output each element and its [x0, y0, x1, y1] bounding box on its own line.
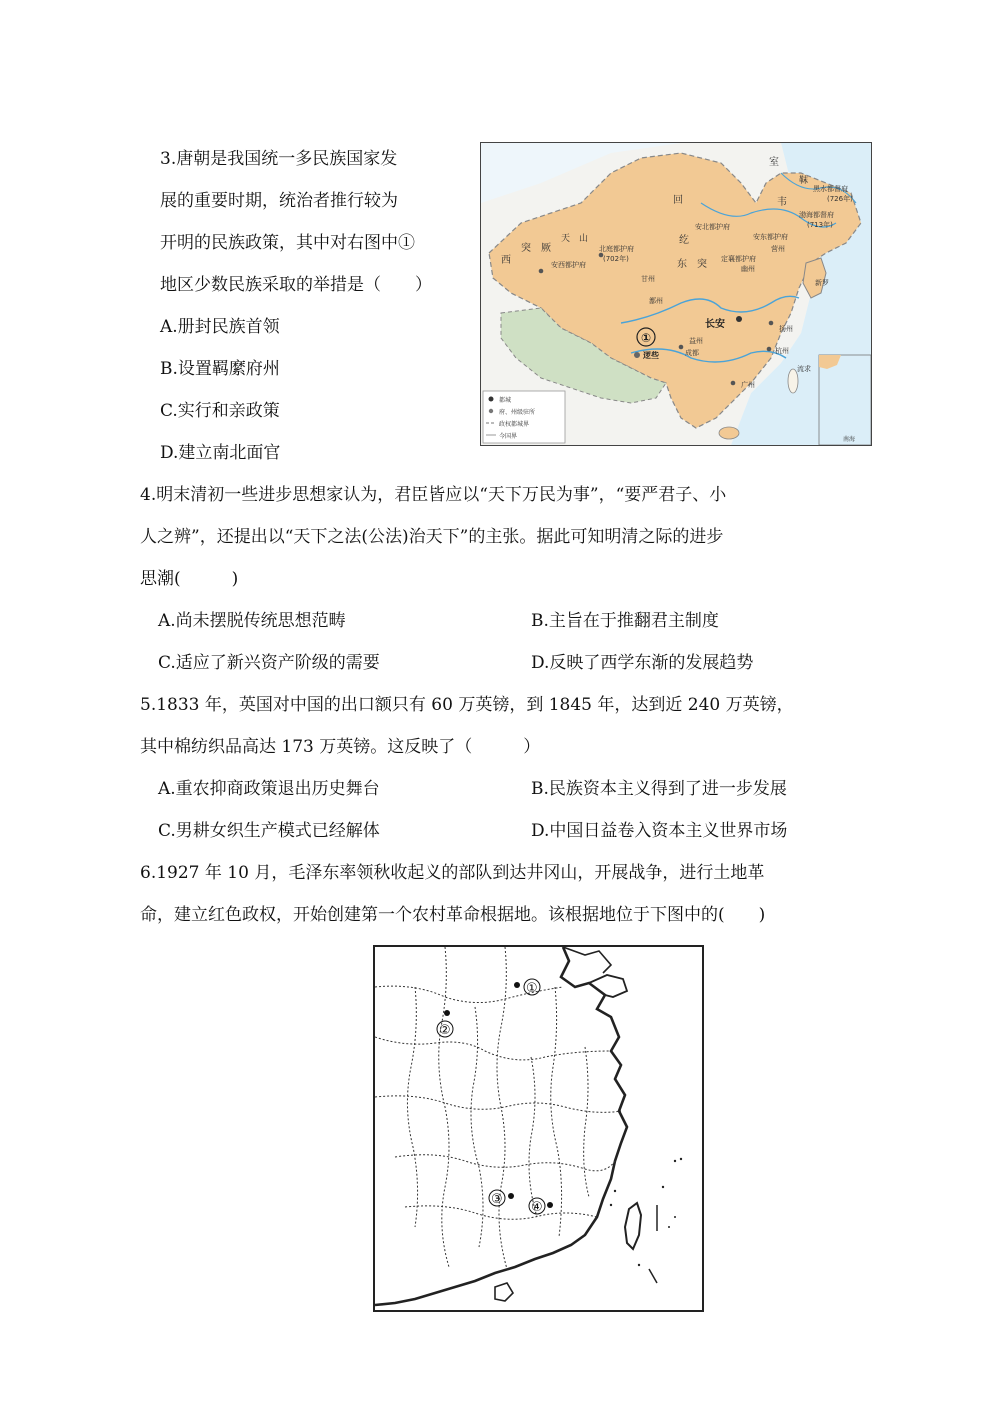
q4-line-2: 人之辨”，还提出以“天下之法(公法)治天下”的主张。据此可知明清之际的进步 — [140, 527, 724, 547]
q3-line-2: 展的重要时期，统治者推行较为 — [160, 191, 398, 211]
legend-capital: 都城 — [499, 397, 512, 404]
label-beiting: 北庭都护府 — [599, 245, 634, 253]
label-heishui-year: (726年) — [827, 195, 853, 203]
q4-option-c: C.适应了新兴资产阶级的需要 — [158, 653, 380, 673]
q3-line-1: 3.唐朝是我国统一多民族国家发 — [160, 149, 398, 169]
label-xinluo: 新罗 — [815, 279, 829, 287]
label-luoxie: 逻些 — [643, 351, 659, 360]
marker-1-label: ① — [526, 981, 538, 996]
label-changan: 长安 — [705, 319, 725, 330]
q4-line-3: 思潮( ) — [140, 569, 239, 589]
label-ganzhou: 甘州 — [641, 275, 655, 283]
q3-option-d: D.建立南北面官 — [160, 443, 281, 463]
china-outline-map — [373, 945, 704, 1312]
legend-national-border: 今国界 — [499, 433, 518, 440]
q5-option-b: B.民族资本主义得到了进一步发展 — [531, 779, 787, 799]
label-beiting-year: (702年) — [603, 255, 629, 263]
q3-line-3: 开明的民族政策，其中对右图中① — [160, 233, 415, 253]
label-shanzhou: 鄯州 — [649, 297, 663, 305]
q4-option-b: B.主旨在于推翻君主制度 — [531, 611, 719, 631]
legend-prefecture: 府、州级驻所 — [499, 409, 536, 416]
q3-option-c: C.实行和亲政策 — [160, 401, 280, 421]
marker-3-dot — [508, 1193, 514, 1199]
marker-4-label: ④ — [531, 1200, 543, 1215]
label-hui: 回 — [673, 195, 683, 206]
label-heishui: 黑水都督府 — [813, 185, 848, 193]
label-circle-1: ① — [641, 331, 652, 345]
q6-line-2: 命，建立红色政权，开始创建第一个农村革命根据地。该根据地位于下图中的( ) — [140, 905, 766, 925]
q5-line-2: 其中棉纺织品高达 173 万英镑。这反映了（ ） — [140, 737, 541, 757]
label-mohe: 靺 — [799, 176, 809, 186]
q3-option-b: B.设置羁縻府州 — [160, 359, 280, 379]
label-he: 纥 — [679, 235, 689, 246]
label-anxi: 安西都护府 — [551, 261, 586, 269]
q3-line-4: 地区少数民族采取的举措是（ ） — [160, 275, 432, 295]
label-tianshan: 天 山 — [561, 234, 589, 244]
luoxie-dot — [634, 352, 640, 358]
label-dingxiang: 定襄都护府 — [721, 255, 756, 263]
q6-line-1: 6.1927 年 10 月，毛泽东率领秋收起义的部队到达井冈山，开展战争，进行土地革 — [140, 863, 765, 883]
label-youzhou: 幽州 — [741, 265, 755, 273]
label-chengdu: 成都 — [685, 349, 699, 357]
label-bohai-year: (713年) — [807, 221, 833, 229]
label-nanhai: 南海 — [843, 436, 856, 443]
label-xi: 西 — [501, 255, 511, 266]
q5-line-1: 5.1833 年，英国对中国的出口额只有 60 万英镑，到 1845 年，达到近 240 万英镑， — [140, 695, 794, 715]
label-anbei: 安北都护府 — [695, 223, 730, 231]
label-yangzhou: 扬州 — [779, 325, 793, 333]
q5-option-a: A.重农抑商政策退出历史舞台 — [158, 779, 380, 799]
label-guangzhou: 广州 — [741, 381, 755, 389]
label-hangzhou: 杭州 — [775, 347, 789, 355]
label-liuqiu: 流求 — [797, 365, 811, 373]
label-bohai: 渤海都督府 — [799, 211, 834, 219]
q4-line-1: 4.明末清初一些进步思想家认为，君臣皆应以“天下万民为事”，“要严君子、小 — [140, 485, 727, 505]
q3-option-a: A.册封民族首领 — [160, 317, 280, 337]
marker-1-dot — [514, 982, 520, 988]
label-yizhou: 益州 — [689, 337, 703, 345]
marker-4-dot — [547, 1202, 553, 1208]
label-tujue: 突 厥 — [521, 243, 551, 254]
legend-boundary: 政权都城界 — [499, 421, 530, 428]
label-dongtujue: 东 突 — [677, 259, 707, 270]
label-andong: 安东都护府 — [753, 233, 788, 241]
label-yingzhou: 营州 — [771, 245, 785, 253]
q5-option-d: D.中国日益卷入资本主义世界市场 — [531, 821, 788, 841]
label-shiwei: 室 — [769, 157, 779, 168]
marker-2-dot — [444, 1010, 450, 1016]
q4-option-a: A.尚未摆脱传统思想范畴 — [158, 611, 346, 631]
label-wei: 韦 — [777, 197, 787, 208]
q5-option-c: C.男耕女织生产模式已经解体 — [158, 821, 380, 841]
q4-option-d: D.反映了西学东渐的发展趋势 — [531, 653, 754, 673]
marker-3-label: ③ — [491, 1192, 503, 1207]
marker-2-label: ② — [439, 1023, 451, 1038]
tang-dynasty-map — [480, 142, 872, 446]
